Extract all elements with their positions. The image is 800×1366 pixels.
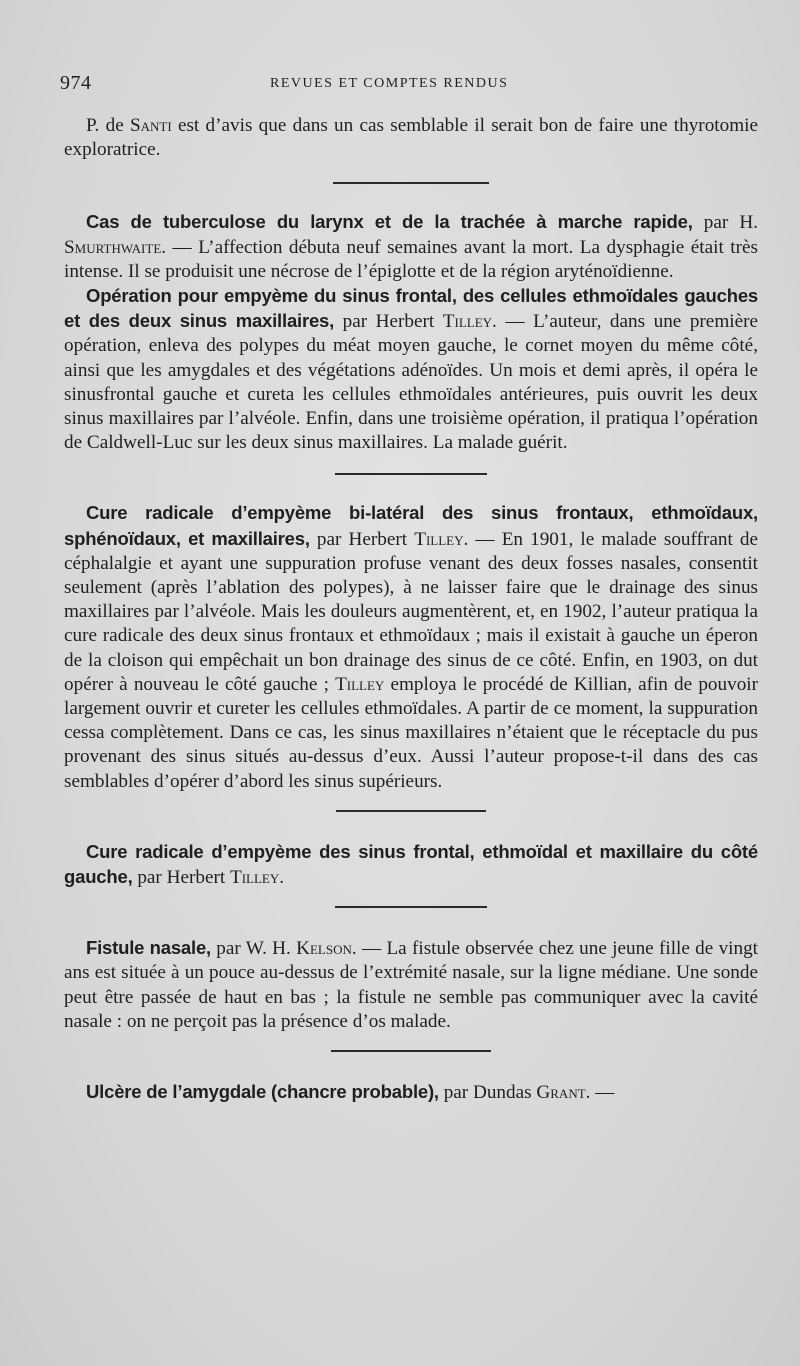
article-title: Cure radicale d’empyème bi-latéral des sinus frontaux, ethmoïdaux, sphénoïdaux, et maxillaires, bbox=[64, 502, 758, 549]
article-empyeme-frontal: Opération pour empyème du sinus frontal, des cellules ethmoïdales gauches et des deux sinus maxillaires, par Herbert Tilley. — L’auteur, dans une première opération, enleva des polypes du méat moyen gauche, le cornet moyen du même côté, ainsi que les amygdales et des végétations adénoïdes. Un mois et demi après, il opéra le sinusfrontal gauche et cureta les cellules ethmoïdales antérieures, puis ouvrit les deux sinus maxillaires par l’alvéole. Enfin, dans une troisième opération, il pratiqua l’opération de Caldwell-Luc sur les deux sinus maxillaires. La malade guérit. bbox=[64, 285, 759, 454]
article-title: Opération pour empyème du sinus frontal, des cellules ethmoïdales gauches et des deux sinus maxillaires, bbox=[64, 285, 758, 332]
page-header bbox=[60, 72, 740, 96]
document-body bbox=[64, 114, 758, 1105]
article-title: Cure radicale d’empyème des sinus frontal, ethmoïdal et maxillaire du côté gauche, bbox=[64, 840, 758, 888]
article-author: Tilley bbox=[414, 528, 464, 550]
article-author: Grant bbox=[536, 1082, 586, 1104]
article-title: Cas de tuberculose du larynx et de la trachée à marche rapide, bbox=[86, 211, 693, 233]
section-divider bbox=[335, 473, 487, 475]
article-ulcere: Ulcère de l’amygdale (chancre probable), par Dundas Grant. — bbox=[86, 1081, 615, 1104]
article-title: Fistule nasale, bbox=[86, 937, 211, 959]
running-head: REVUES ET COMPTES RENDUS bbox=[270, 76, 509, 91]
section-divider bbox=[335, 906, 487, 908]
article-author: Tilley bbox=[442, 311, 493, 333]
article-author: Tilley bbox=[230, 867, 280, 889]
page-number: 974 bbox=[60, 72, 92, 94]
section-divider bbox=[336, 810, 486, 812]
article-fistule: Fistule nasale, par W. H. Kelson. — La fistule observée chez une jeune fille de vingt ans est située à un pouce au-dessus de l’extrémité nasale, sur la ligne médiane. Une sonde peut être passée de haut en bas ; la fistule ne semble pas communiquer avec la cavité nasale : on ne perçoit pas la présence d’os malade. bbox=[64, 937, 759, 1032]
paragraph-santi: P. de Santi est d’avis que dans un cas semblable il serait bon de faire une thyrotomie exploratrice. bbox=[64, 115, 758, 161]
section-divider bbox=[333, 182, 489, 184]
article-author: Kelson bbox=[296, 938, 352, 960]
section-divider bbox=[331, 1050, 491, 1052]
article-cure-bilateral: Cure radicale d’empyème bi-latéral des sinus frontaux, ethmoïdaux, sphénoïdaux, et maxillaires, par Herbert Tilley. — En 1901, le malade souffrant de céphalalgie et ayant une suppuration profuse venant des deux fosses nasales, consentit seulement (après l’ablation des polypes), à ne laisser faire que le drainage des sinus maxillaires par l’alvéole. Mais les douleurs augmentèrent, et, en 1902, l’auteur pratiqua la cure radicale des deux sinus frontaux et ethmoïdaux ; mais il existait à gauche un éperon de la cloison qui empêchait un bon drainage des sinus de ce côté. Enfin, en 1903, on dut opérer à nouveau le côté gauche ; Tilley employa le procédé de Killian, afin de pouvoir largement ouvrir et cureter les cellules ethmoïdales. A partir de ce moment, la suppuration cessa complètement. Dans ce cas, les sinus maxillaires n’étaient que le réceptacle du pus provenant des sinus situés au-dessus d’eux. Aussi l’auteur propose-t-il dans des cas semblables d’opérer d’abord les sinus supérieurs. bbox=[64, 502, 759, 792]
article-title: Ulcère de l’amygdale (chancre probable), bbox=[86, 1081, 439, 1103]
article-cure-gauche: Cure radicale d’empyème des sinus frontal, ethmoïdal et maxillaire du côté gauche, par Herbert Tilley. bbox=[64, 840, 758, 889]
article-tuberculose: Cas de tuberculose du larynx et de la trachée à marche rapide, par H. Smurthwaite. — L’affection débuta neuf semaines avant la mort. La dysphagie était très intense. Il se produisit une nécrose de l’épiglotte et de la région aryténoïdienne. bbox=[64, 211, 758, 282]
article-author: Smurthwaite bbox=[64, 236, 162, 258]
